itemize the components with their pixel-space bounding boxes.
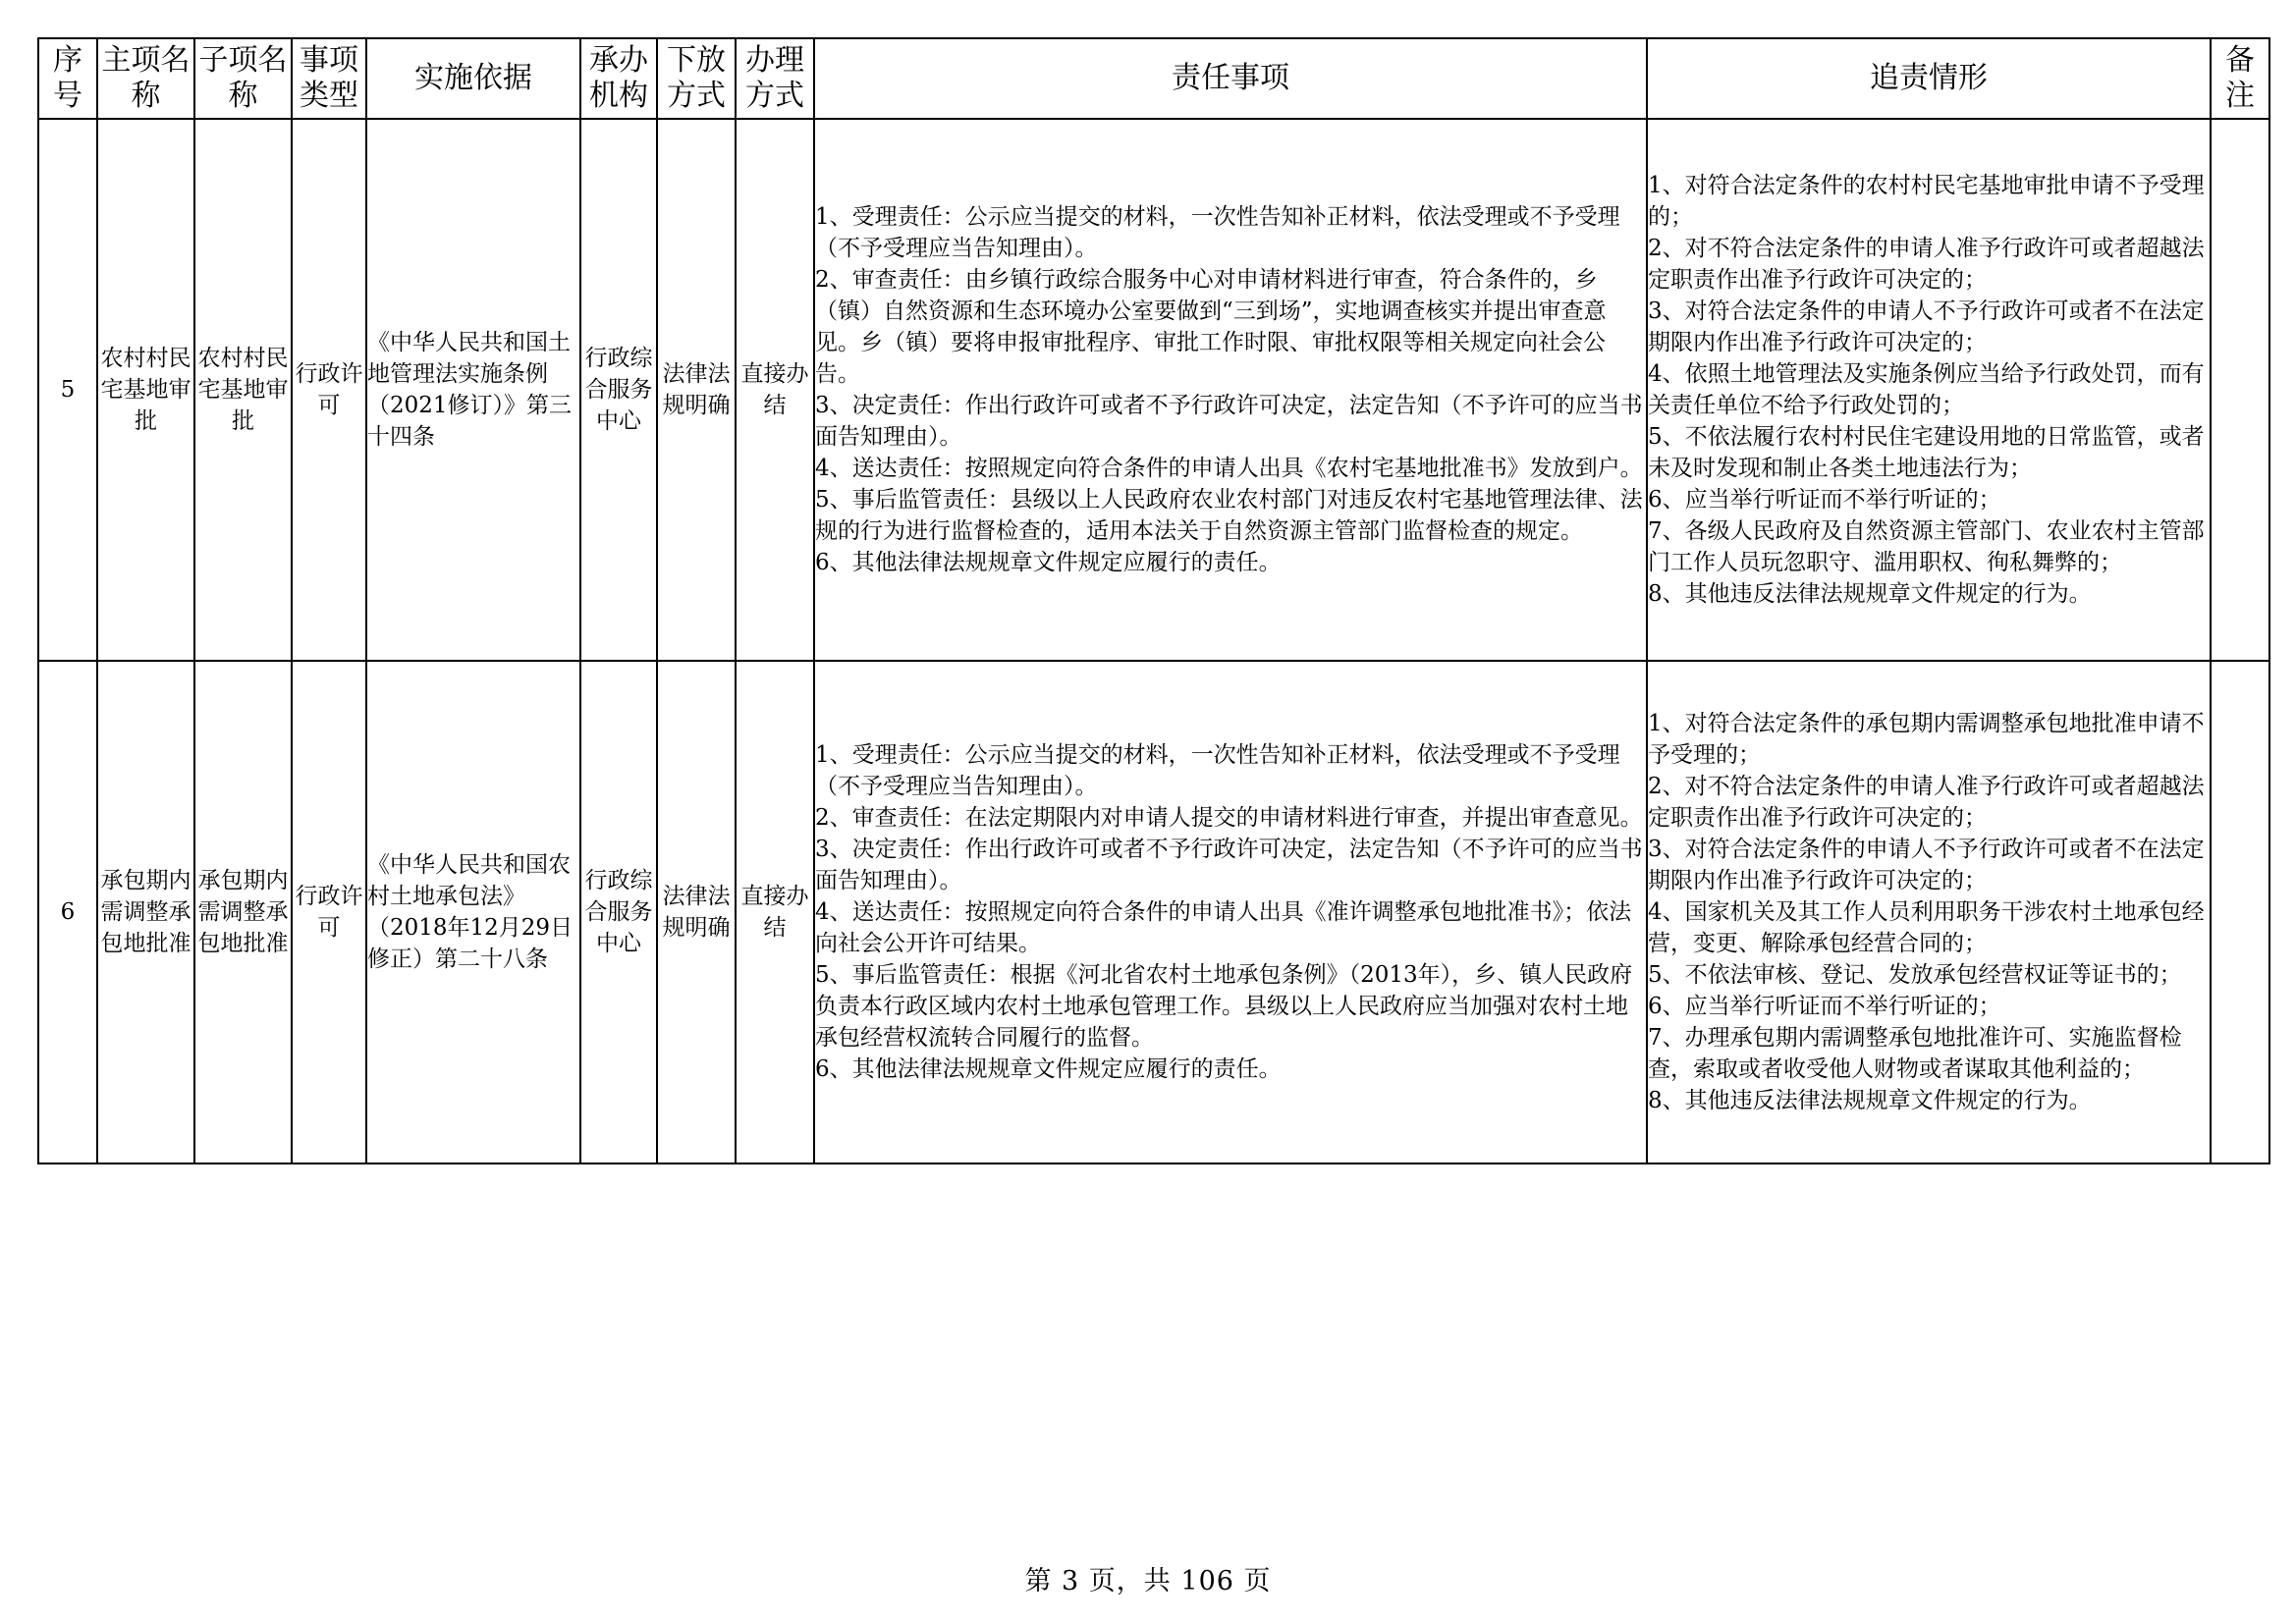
accountability-item: 2、对不符合法定条件的申请人准予行政许可或者超越法定职责作出准予行政许可决定的； bbox=[1648, 236, 2205, 293]
responsibility-item: 4、送达责任：按照规定向符合条件的申请人出具《农村宅基地批准书》发放到户。 bbox=[815, 456, 1643, 481]
row-accountability bbox=[1647, 119, 2211, 661]
header-main-item: 主项名称 bbox=[97, 38, 194, 119]
row-delegation: 法律法规明确 bbox=[657, 661, 736, 1163]
header-sub-item: 子项名称 bbox=[194, 38, 292, 119]
accountability-item: 6、应当举行听证而不举行听证的； bbox=[1648, 994, 2001, 1019]
header-remark: 备注 bbox=[2211, 38, 2269, 119]
header-type: 事项类型 bbox=[292, 38, 366, 119]
accountability-item: 7、办理承包期内需调整承包地批准许可、实施监督检查，索取或者收受他人财物或者谋取其他利益的； bbox=[1648, 1025, 2182, 1082]
accountability-item: 3、对符合法定条件的申请人不予行政许可或者不在法定期限内作出准予行政许可决定的； bbox=[1648, 298, 2205, 355]
header-agency: 承办机构 bbox=[580, 38, 657, 119]
row-basis: 《中华人民共和国土地管理法实施条例（2021修订）》第三十四条 bbox=[366, 119, 580, 661]
row-type: 行政许可 bbox=[292, 661, 366, 1163]
header-basis: 实施依据 bbox=[366, 38, 580, 119]
accountability-item: 8、其他违反法律法规规章文件规定的行为。 bbox=[1648, 581, 2092, 607]
responsibility-item: 6、其他法律法规规章文件规定应履行的责任。 bbox=[815, 1056, 1282, 1082]
accountability-item: 5、不依法履行农村村民住宅建设用地的日常监管，或者未及时发现和制止各类土地违法行为； bbox=[1648, 424, 2205, 481]
table-row bbox=[38, 119, 2269, 661]
header-responsibilities: 责任事项 bbox=[814, 38, 1647, 119]
row-type: 行政许可 bbox=[292, 119, 366, 661]
accountability-item: 8、其他违反法律法规规章文件规定的行为。 bbox=[1648, 1088, 2092, 1113]
accountability-item: 1、对符合法定条件的农村村民宅基地审批申请不予受理的； bbox=[1648, 173, 2205, 230]
accountability-item: 4、国家机关及其工作人员利用职务干涉农村土地承包经营，变更、解除承包经营合同的； bbox=[1648, 899, 2205, 956]
row-method: 直接办结 bbox=[736, 119, 814, 661]
row-main-item: 承包期内需调整承包地批准 bbox=[97, 661, 194, 1163]
responsibility-item: 1、受理责任：公示应当提交的材料，一次性告知补正材料，依法受理或不予受理（不予受理应当告知理由）。 bbox=[815, 742, 1620, 799]
row-main-item: 农村村民宅基地审批 bbox=[97, 119, 194, 661]
row-agency: 行政综合服务中心 bbox=[580, 661, 657, 1163]
responsibility-item: 2、审查责任：由乡镇行政综合服务中心对申请材料进行审查，符合条件的，乡（镇）自然资源和生态环境办公室要做到“三到场”，实地调查核实并提出审查意见。乡（镇）要将申报审批程序、审批工作时限、审批权限等相关规定向社会公告。 bbox=[815, 267, 1607, 387]
responsibility-table bbox=[37, 37, 2270, 1164]
table-row bbox=[38, 661, 2269, 1163]
header-row bbox=[38, 38, 2269, 119]
row-no: 6 bbox=[38, 661, 97, 1163]
row-agency: 行政综合服务中心 bbox=[580, 119, 657, 661]
responsibility-item: 3、决定责任：作出行政许可或者不予行政许可决定，法定告知（不予许可的应当书面告知理由）。 bbox=[815, 837, 1643, 893]
header-accountability: 追责情形 bbox=[1647, 38, 2211, 119]
header-no: 序号 bbox=[38, 38, 97, 119]
responsibility-item: 3、决定责任：作出行政许可或者不予行政许可决定，法定告知（不予许可的应当书面告知理由）。 bbox=[815, 393, 1643, 450]
responsibility-item: 4、送达责任：按照规定向符合条件的申请人出具《准许调整承包地批准书》；依法向社会公开许可结果。 bbox=[815, 899, 1632, 956]
header-delegation: 下放方式 bbox=[657, 38, 736, 119]
header-method: 办理方式 bbox=[736, 38, 814, 119]
accountability-item: 3、对符合法定条件的申请人不予行政许可或者不在法定期限内作出准予行政许可决定的； bbox=[1648, 837, 2205, 893]
accountability-item: 1、对符合法定条件的承包期内需调整承包地批准申请不予受理的； bbox=[1648, 711, 2205, 768]
row-remark bbox=[2211, 119, 2269, 661]
row-sub-item: 承包期内需调整承包地批准 bbox=[194, 661, 292, 1163]
responsibility-item: 5、事后监管责任：县级以上人民政府农业农村部门对违反农村宅基地管理法律、法规的行为进行监督检查的，适用本法关于自然资源主管部门监督检查的规定。 bbox=[815, 487, 1643, 544]
row-no: 5 bbox=[38, 119, 97, 661]
responsibility-item: 1、受理责任：公示应当提交的材料，一次性告知补正材料，依法受理或不予受理（不予受理应当告知理由）。 bbox=[815, 204, 1620, 261]
responsibility-item: 2、审查责任：在法定期限内对申请人提交的申请材料进行审查，并提出审查意见。 bbox=[815, 805, 1643, 831]
page-footer: 第 3 页，共 106 页 bbox=[1024, 1566, 1272, 1596]
accountability-item: 4、依照土地管理法及实施条例应当给予行政处罚，而有关责任单位不给予行政处罚的； bbox=[1648, 361, 2205, 418]
responsibility-item: 6、其他法律法规规章文件规定应履行的责任。 bbox=[815, 550, 1282, 575]
row-accountability bbox=[1647, 661, 2211, 1163]
accountability-item: 2、对不符合法定条件的申请人准予行政许可或者超越法定职责作出准予行政许可决定的； bbox=[1648, 774, 2205, 831]
row-sub-item: 农村村民宅基地审批 bbox=[194, 119, 292, 661]
row-delegation: 法律法规明确 bbox=[657, 119, 736, 661]
accountability-item: 7、各级人民政府及自然资源主管部门、农业农村主管部门工作人员玩忽职守、滥用职权、徇私舞弊的； bbox=[1648, 518, 2205, 575]
accountability-item: 5、不依法审核、登记、发放承包经营权证等证书的； bbox=[1648, 962, 2182, 988]
accountability-item: 6、应当举行听证而不举行听证的； bbox=[1648, 487, 2001, 513]
row-responsibilities bbox=[814, 661, 1647, 1163]
row-method: 直接办结 bbox=[736, 661, 814, 1163]
responsibility-item: 5、事后监管责任：根据《河北省农村土地承包条例》（2013年），乡、镇人民政府负责本行政区域内农村土地承包管理工作。县级以上人民政府应当加强对农村土地承包经营权流转合同履行的监督。 bbox=[815, 962, 1633, 1051]
row-responsibilities bbox=[814, 119, 1647, 661]
row-basis: 《中华人民共和国农村土地承包法》（2018年12月29日修正）第二十八条 bbox=[366, 661, 580, 1163]
row-remark bbox=[2211, 661, 2269, 1163]
